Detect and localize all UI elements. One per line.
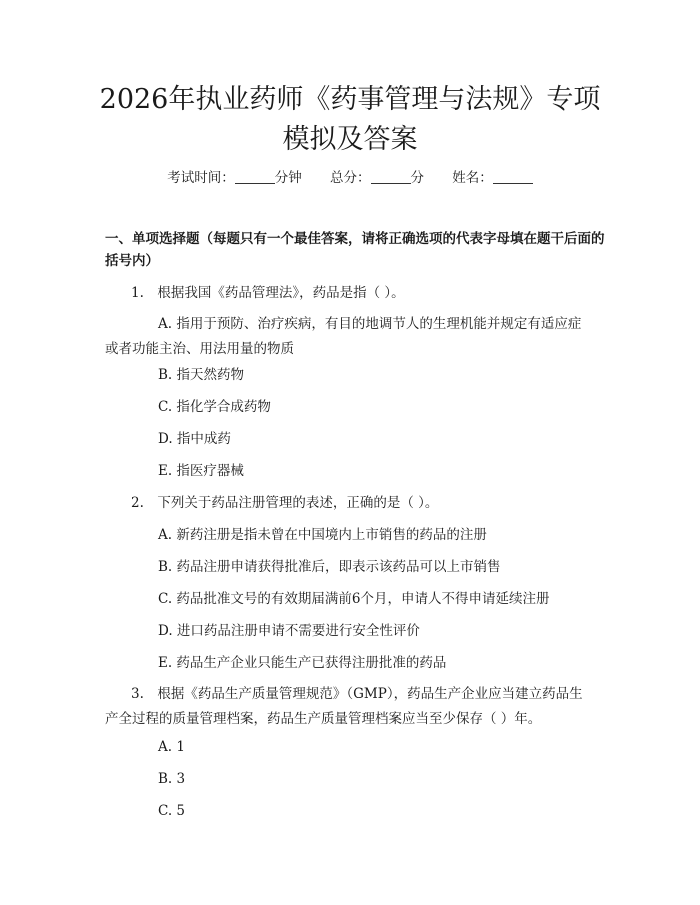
- question-option: A. 1: [158, 739, 185, 755]
- question-option: E. 药品生产企业只能生产已获得注册批准的药品: [158, 655, 447, 671]
- question-option: B. 3: [158, 771, 186, 787]
- student-name-label: 姓名：: [452, 170, 493, 186]
- question-option: C. 指化学合成药物: [158, 399, 271, 415]
- total-score-unit: 分: [410, 170, 424, 186]
- exam-time-label: 考试时间：: [167, 170, 235, 186]
- exam-time: [167, 168, 302, 188]
- question-stem: 1. 根据我国《药品管理法》，药品是指（ ）。: [131, 285, 405, 301]
- exam-time-blank: [235, 169, 275, 184]
- question-option: B. 药品注册申请获得批准后，即表示该药品可以上市销售: [158, 559, 501, 575]
- total-score-blank: [371, 169, 411, 184]
- question-option: A. 指用于预防、治疗疾病，有目的地调节人的生理机能并规定有适应症或者功能主治、用法用量的物质: [105, 316, 582, 357]
- total-score-label: 总分：: [330, 170, 371, 186]
- question-option: A. 新药注册是指未曾在中国境内上市销售的药品的注册: [158, 527, 487, 543]
- total-score: [330, 168, 424, 188]
- question-option: D. 指中成药: [158, 431, 231, 447]
- question-stem: 2. 下列关于药品注册管理的表述，正确的是（ ）。: [131, 495, 439, 511]
- question-option: C. 5: [158, 803, 186, 819]
- exam-time-unit: 分钟: [274, 170, 302, 186]
- student-name: [452, 168, 533, 188]
- question-option: C. 药品批准文号的有效期届满前6个月，申请人不得申请延续注册: [158, 591, 550, 607]
- question-stem: 3. 根据《药品生产质量管理规范》（GMP），药品生产企业应当建立药品生产全过程的质量管理档案，药品生产质量管理档案应当至少保存（ ）年。: [105, 686, 583, 727]
- exam-info-line: [0, 168, 700, 188]
- question-option: E. 指医疗器械: [158, 463, 244, 479]
- question-option: B. 指天然药物: [158, 367, 245, 383]
- student-name-blank: [493, 169, 533, 184]
- document-title: 2026年执业药师《药事管理与法规》专项模拟及答案: [99, 84, 601, 155]
- question-option: D. 进口药品注册申请不需要进行安全性评价: [158, 623, 420, 639]
- section-heading: 一、单项选择题（每题只有一个最佳答案，请将正确选项的代表字母填在题干后面的括号内）: [105, 231, 605, 269]
